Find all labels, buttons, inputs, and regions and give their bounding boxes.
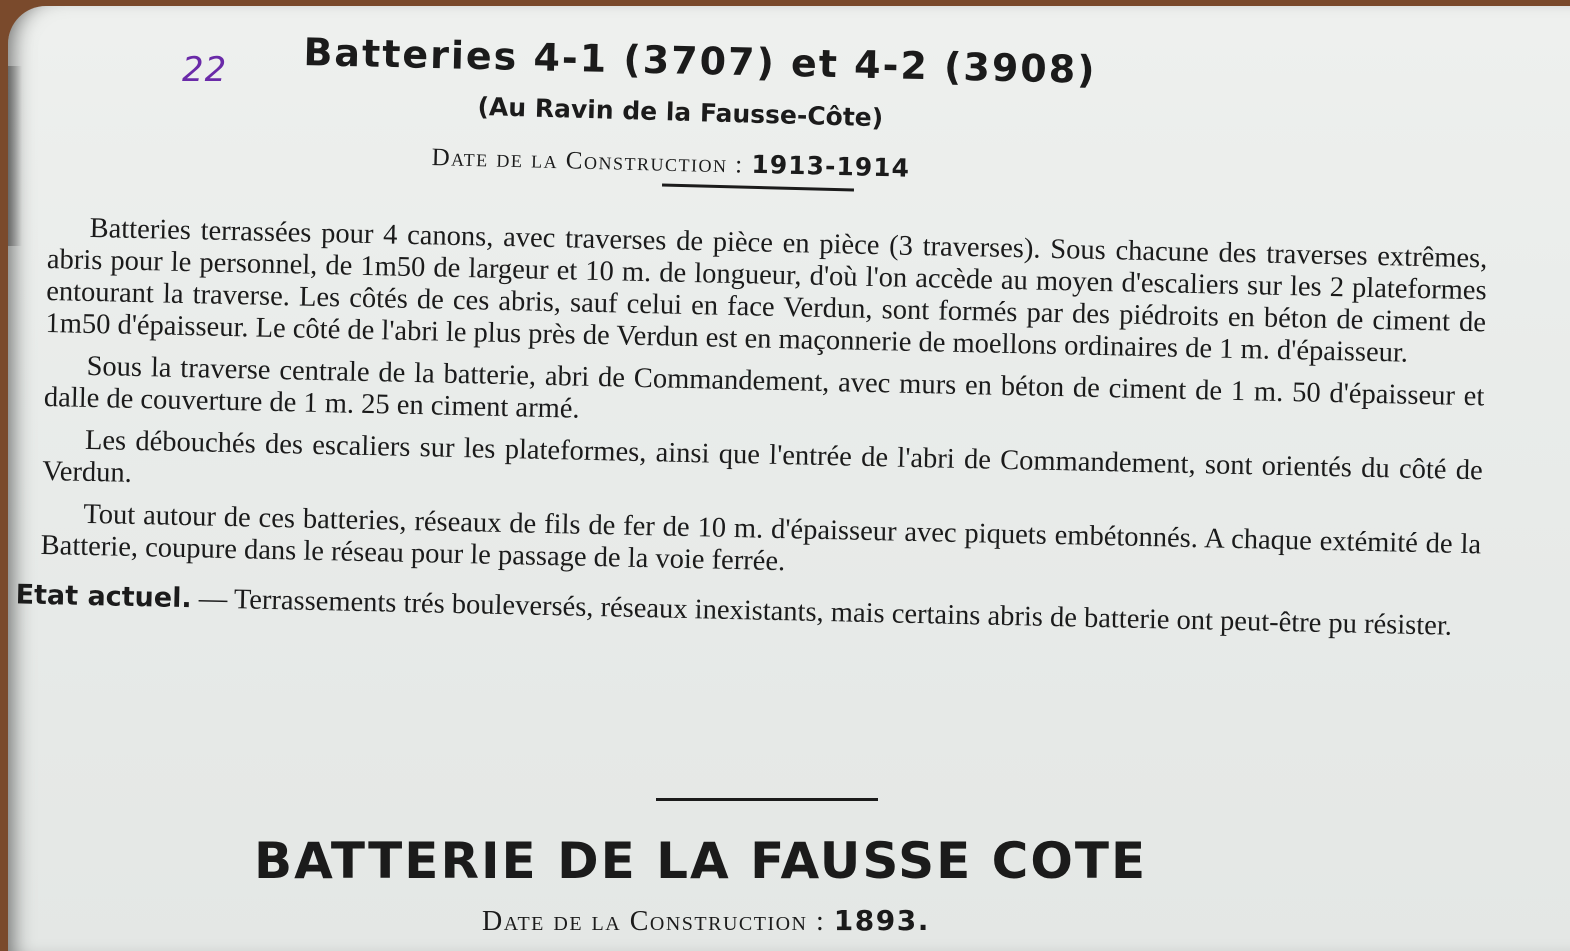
construction-date-value: 1913-1914 xyxy=(751,149,911,183)
page-subtitle: (Au Ravin de la Fausse-Côte) xyxy=(477,92,884,133)
section-title: BATTERIE DE LA FAUSSE COTE xyxy=(254,832,1148,890)
section-construction-date xyxy=(482,904,930,938)
paragraph: Batteries terrassées pour 4 canons, avec traverses de pièce en pièce (3 traverses). Sous chacune des traverses extrêmes, abris pour le personnel, de 1m50 de largeur et 10 m. de longueur, d'où l'on accède au moyen d'escaliers sur les 2 plateformes entourant la traverse. Les côtés de ces abris, sauf celui en face Verdun, sont formés par des piédroits en béton de ciment de 1m50 d'épaisseur. Le côté de l'abri le plus près de Verdun est en maçonnerie de moellons ordinaires de 1 m. d'épaisseur. xyxy=(45,212,1488,369)
handwritten-annotation: 22 xyxy=(182,50,228,90)
etat-text: — Terrassements trés bouleversés, réseaux inexistants, mais certains abris de batterie ont peut-être pu résister. xyxy=(191,583,1453,642)
paragraph: Tout autour de ces batteries, réseaux de fils de fer de 10 m. d'épaisseur avec piquets embétonnés. A chaque extémité de la Batterie, coupure dans le réseau pour le passage de la voie ferrée. xyxy=(40,498,1482,578)
paragraph: Sous la traverse centrale de la batterie, abri de Commandement, avec murs en béton de ciment de 1 m. 50 d'épaisseur et dalle de couverture de 1 m. 25 en ciment armé. xyxy=(43,350,1485,425)
construction-date xyxy=(431,142,910,184)
book-page xyxy=(8,6,1570,951)
section-divider xyxy=(656,798,878,801)
etat-paragraph xyxy=(15,579,1479,643)
title-divider xyxy=(662,183,854,191)
body-text xyxy=(15,212,1488,653)
paragraph: Les débouchés des escaliers sur les plateformes, ainsi que l'entrée de l'abri de Commandement, sont orientés du côté de Verdun. xyxy=(42,424,1484,489)
etat-label: Etat actuel. xyxy=(15,579,192,615)
page-title: Batteries 4-1 (3707) et 4-2 (3908) xyxy=(303,30,1098,92)
section-date-label: Date de la Construction : xyxy=(482,906,826,937)
section-date-value: 1893. xyxy=(833,904,930,937)
page-spine-shadow xyxy=(8,66,22,246)
construction-date-label: Date de la Construction : xyxy=(431,143,745,179)
